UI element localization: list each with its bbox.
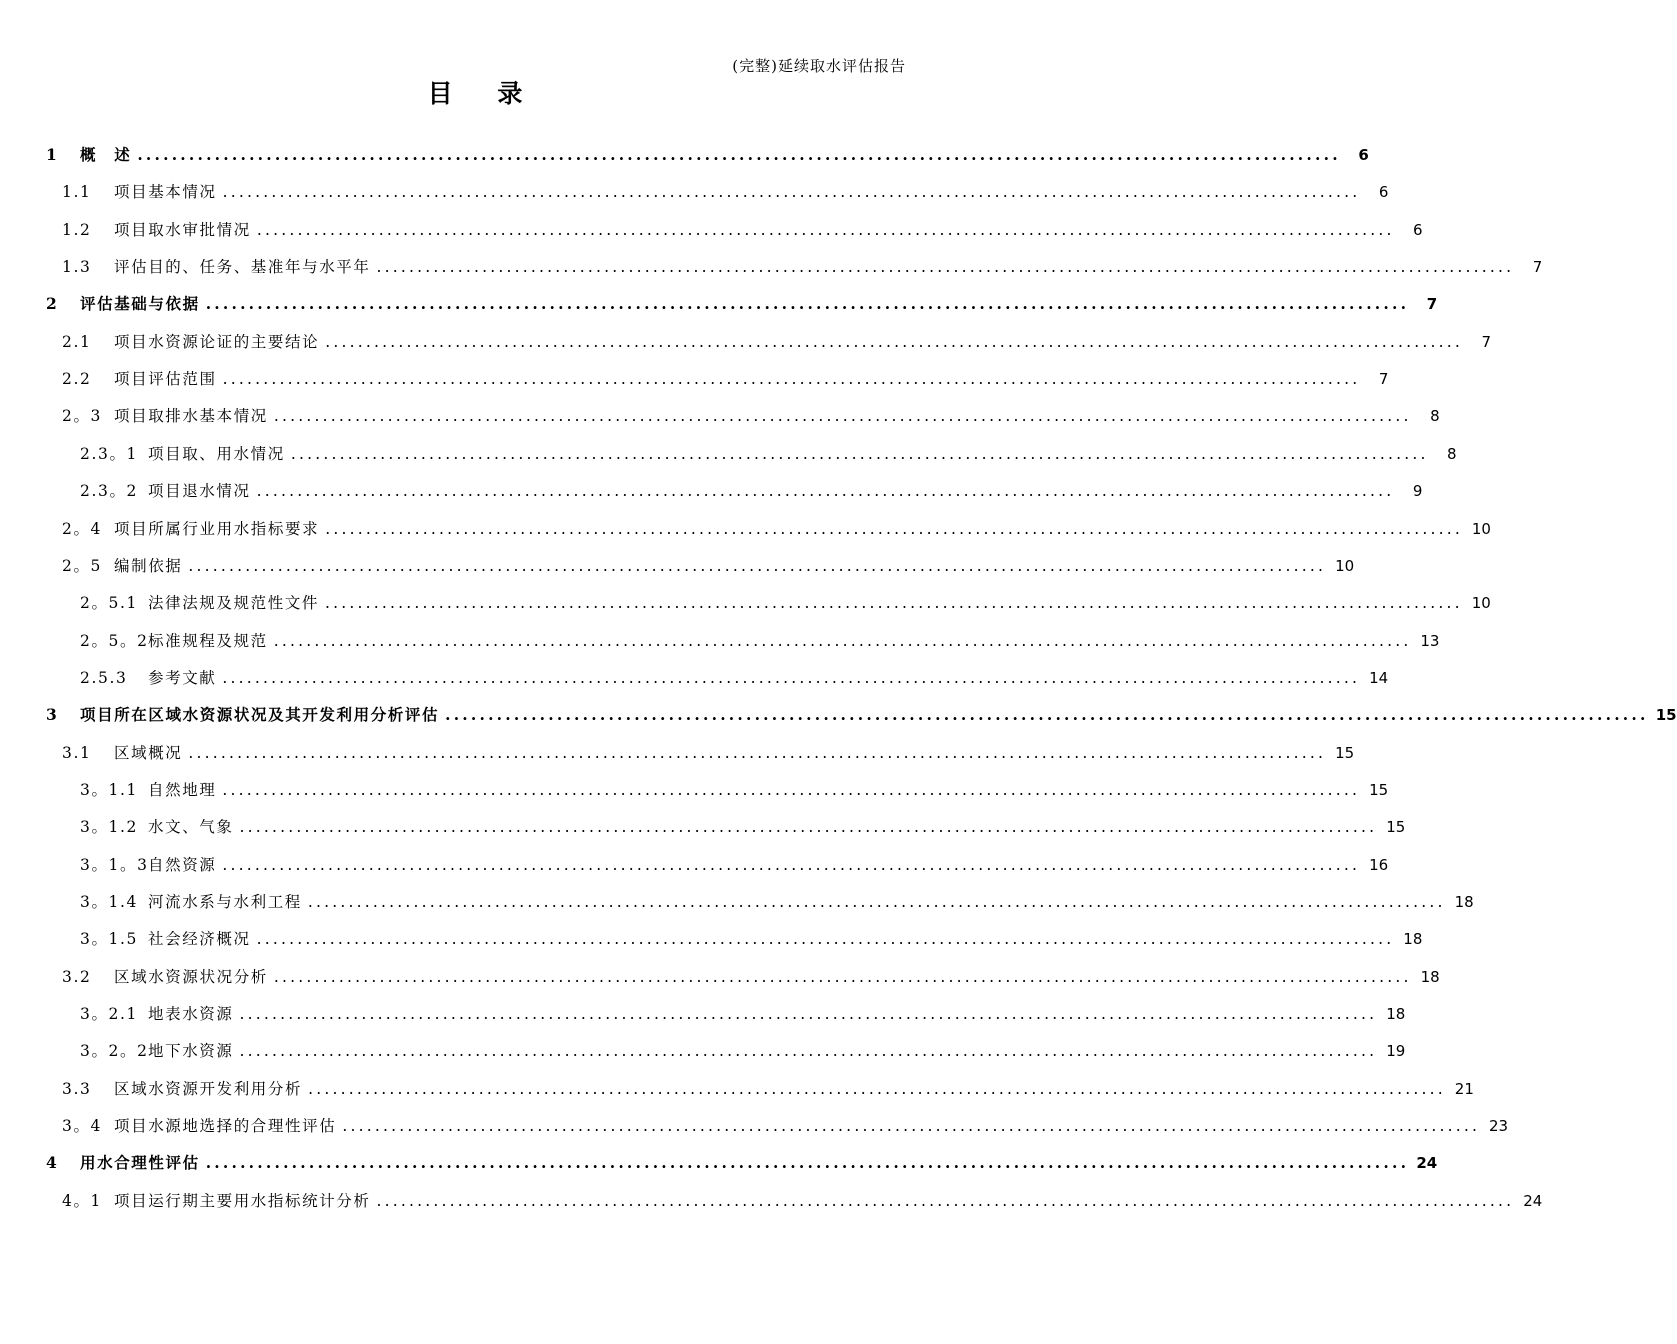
toc-leader-dots: ............................................................................................................................................: [308, 1080, 1446, 1098]
toc-leader-dots: ............................................................................................................................................: [188, 744, 1327, 762]
toc-entry-number: 2。5.1: [80, 594, 139, 612]
toc-entry[interactable]: [46, 292, 1438, 316]
toc-entry[interactable]: [62, 218, 1423, 242]
toc-entry-number: 3。4: [62, 1117, 103, 1135]
toc-entry-number: 2.3。2: [80, 482, 139, 500]
toc-entry-label: 区域水资源开发利用分析: [114, 1080, 303, 1098]
toc-entry-page-number: 7: [1426, 295, 1438, 313]
toc-entry[interactable]: [62, 255, 1543, 279]
toc-entry-number: 2.2: [62, 370, 92, 388]
toc-entry-number: 3: [46, 705, 59, 724]
toc-entry-label: 项目所在区域水资源状况及其开发利用分析评估: [80, 705, 440, 724]
toc-entry-label: 地下水资源: [148, 1042, 234, 1060]
toc-entry-page-number: 23: [1489, 1117, 1509, 1135]
toc-entry-page-number: 14: [1369, 669, 1389, 687]
toc-entry[interactable]: [80, 629, 1440, 653]
toc-entry[interactable]: [62, 1189, 1543, 1213]
toc-entry-number: 2: [46, 294, 59, 313]
toc-entry-number: 3。1。3: [80, 856, 149, 874]
toc-entry-number: 4: [46, 1153, 59, 1172]
toc-entry-page-number: 6: [1378, 183, 1389, 201]
toc-leader-dots: ............................................................................................................................................: [137, 145, 1341, 164]
toc-entry-page-number: 16: [1369, 856, 1389, 874]
title-char-2: 录: [497, 79, 523, 108]
toc-entry-label: 自然资源: [148, 856, 217, 874]
toc-entry-label: 参考文献: [148, 669, 217, 687]
toc-entry-label: 河流水系与水利工程: [148, 893, 302, 911]
toc-entry-label: 项目评估范围: [114, 370, 217, 388]
toc-leader-dots: ............................................................................................................................................: [239, 1005, 1378, 1023]
toc-entry[interactable]: [80, 442, 1457, 466]
toc-entry-label: 评估基础与依据: [80, 294, 200, 313]
toc-entry[interactable]: [62, 965, 1440, 989]
toc-entry-page-number: 18: [1403, 930, 1423, 948]
toc-entry-label: 项目水资源论证的主要结论: [114, 333, 320, 351]
toc-leader-dots: ............................................................................................................................................: [239, 1042, 1378, 1060]
toc-leader-dots: ............................................................................................................................................: [325, 333, 1463, 351]
toc-entry[interactable]: [62, 554, 1355, 578]
toc-entry-label: 项目所属行业用水指标要求: [114, 520, 320, 538]
toc-entry-number: 3。1.5: [80, 930, 139, 948]
toc-leader-dots: ............................................................................................................................................: [205, 1153, 1410, 1172]
toc-entry[interactable]: [80, 853, 1389, 877]
toc-entry-number: 3.2: [62, 968, 92, 986]
toc-entry[interactable]: [80, 778, 1389, 802]
toc-entry[interactable]: [62, 330, 1491, 354]
toc-entry-label: 项目退水情况: [148, 482, 251, 500]
toc-leader-dots: ............................................................................................................................................: [325, 594, 1463, 612]
toc-entry[interactable]: [62, 1114, 1509, 1138]
toc-entry[interactable]: [80, 927, 1423, 951]
toc-entry-number: 1.2: [62, 221, 92, 239]
toc-entry-page-number: 10: [1335, 557, 1355, 575]
toc-entry-number: 2.1: [62, 333, 92, 351]
toc-entry-number: 3.3: [62, 1080, 92, 1098]
toc-entry[interactable]: [80, 890, 1474, 914]
toc-entry-number: 3。1.1: [80, 781, 139, 799]
toc-leader-dots: ............................................................................................................................................: [256, 482, 1395, 500]
toc-entry[interactable]: [62, 517, 1491, 541]
toc-entry[interactable]: [62, 367, 1389, 391]
toc-leader-dots: ............................................................................................................................................: [205, 294, 1410, 313]
toc-entry[interactable]: [62, 180, 1389, 204]
toc-entry-page-number: 10: [1471, 520, 1491, 538]
toc-entry-label: 项目基本情况: [114, 183, 217, 201]
toc-leader-dots: ............................................................................................................................................: [445, 705, 1649, 724]
toc-entry-number: 3。2.1: [80, 1005, 139, 1023]
toc-entry-page-number: 24: [1523, 1192, 1543, 1210]
toc-entry-number: 3。2。2: [80, 1042, 149, 1060]
toc-entry-page-number: 19: [1386, 1042, 1406, 1060]
toc-entry[interactable]: [46, 703, 1677, 727]
toc-leader-dots: ............................................................................................................................................: [376, 258, 1515, 276]
toc-entry-number: 2.5.3: [80, 669, 128, 687]
toc-entry-number: 4。1: [62, 1192, 103, 1210]
toc-entry-number: 3。1.4: [80, 893, 139, 911]
toc-entry-number: 1.1: [62, 183, 92, 201]
toc-entry-page-number: 18: [1420, 968, 1440, 986]
toc-leader-dots: ............................................................................................................................................: [256, 930, 1395, 948]
toc-entry-page-number: 21: [1454, 1080, 1474, 1098]
toc-entry[interactable]: [80, 815, 1406, 839]
toc-entry[interactable]: [62, 1077, 1474, 1101]
toc-entry-page-number: 7: [1532, 258, 1543, 276]
toc-entry-label: 项目取排水基本情况: [114, 407, 268, 425]
toc-leader-dots: ............................................................................................................................................: [188, 557, 1327, 575]
toc-entry-number: 3.1: [62, 744, 92, 762]
toc-entry-page-number: 8: [1430, 407, 1440, 425]
toc-entry-page-number: 6: [1358, 146, 1369, 164]
toc-entry-page-number: 15: [1386, 818, 1406, 836]
toc-leader-dots: ............................................................................................................................................: [273, 968, 1412, 986]
toc-entry[interactable]: [80, 666, 1389, 690]
toc-leader-dots: ............................................................................................................................................: [239, 818, 1378, 836]
toc-leader-dots: ............................................................................................................................................: [222, 856, 1361, 874]
toc-leader-dots: ............................................................................................................................................: [273, 407, 1412, 425]
toc-entry-label: 区域概况: [114, 744, 183, 762]
toc-leader-dots: ............................................................................................................................................: [376, 1192, 1515, 1210]
toc-entry-number: 1: [46, 145, 59, 164]
toc-entry-label: 标准规程及规范: [148, 632, 268, 650]
toc-leader-dots: ............................................................................................................................................: [273, 632, 1412, 650]
toc-leader-dots: ............................................................................................................................................: [256, 221, 1395, 239]
toc-entry[interactable]: [62, 404, 1440, 428]
toc-entry-number: 2.3。1: [80, 445, 139, 463]
toc-entry-page-number: 10: [1471, 594, 1491, 612]
toc-entry-page-number: 15: [1655, 706, 1677, 724]
toc-leader-dots: ............................................................................................................................................: [222, 669, 1361, 687]
toc-entry[interactable]: [80, 591, 1491, 615]
toc-entry[interactable]: [80, 1039, 1406, 1063]
toc-entry-label: 自然地理: [148, 781, 217, 799]
toc-entry-page-number: 18: [1386, 1005, 1406, 1023]
toc-leader-dots: ............................................................................................................................................: [325, 520, 1463, 538]
toc-entry-number: 2。5。2: [80, 632, 149, 650]
toc-entry-label: 水文、气象: [148, 818, 234, 836]
toc-entry-label: 项目取水审批情况: [114, 221, 251, 239]
toc-entry-page-number: 8: [1447, 445, 1457, 463]
toc-entry[interactable]: [62, 741, 1355, 765]
toc-entry-label: 区域水资源状况分析: [114, 968, 268, 986]
toc-entry[interactable]: [46, 1151, 1438, 1175]
toc-entry-number: 3。1.2: [80, 818, 139, 836]
toc-entry-page-number: 7: [1378, 370, 1389, 388]
toc-leader-dots: ............................................................................................................................................: [290, 445, 1429, 463]
toc-entry-page-number: 6: [1413, 221, 1423, 239]
toc-entry[interactable]: [80, 1002, 1406, 1026]
toc-entry-page-number: 7: [1481, 333, 1491, 351]
toc-entry-page-number: 13: [1420, 632, 1440, 650]
toc-leader-dots: ............................................................................................................................................: [222, 183, 1361, 201]
toc-entry-page-number: 15: [1369, 781, 1389, 799]
toc-entry-number: 2。3: [62, 407, 103, 425]
toc-entry[interactable]: [80, 479, 1423, 503]
toc-entry-label: 项目水源地选择的合理性评估: [114, 1117, 337, 1135]
toc-entry-label: 评估目的、任务、基准年与水平年: [114, 258, 371, 276]
toc-entry-label: 编制依据: [114, 557, 183, 575]
toc-entry-label: 用水合理性评估: [80, 1153, 200, 1172]
toc-leader-dots: ............................................................................................................................................: [307, 893, 1446, 911]
title-char-1: 目: [427, 79, 453, 108]
page-header: (完整)延续取水评估报告: [732, 57, 906, 75]
toc-entry-label: 法律法规及规范性文件: [148, 594, 320, 612]
toc-entry-page-number: 18: [1454, 893, 1474, 911]
toc-entry-page-number: 15: [1335, 744, 1355, 762]
toc-entry-number: 2。4: [62, 520, 103, 538]
toc-entry-label: 项目取、用水情况: [148, 445, 285, 463]
toc-entry-label: 概 述: [80, 145, 132, 164]
toc-entry-label: 社会经济概况: [148, 930, 251, 948]
toc-entry-label: 项目运行期主要用水指标统计分析: [114, 1192, 371, 1210]
toc-entry-page-number: 24: [1416, 1154, 1438, 1172]
toc-leader-dots: ............................................................................................................................................: [342, 1117, 1481, 1135]
toc-entry[interactable]: [46, 143, 1369, 167]
toc-entry-label: 地表水资源: [148, 1005, 234, 1023]
toc-entry-page-number: 9: [1412, 482, 1423, 500]
toc-entry-number: 2。5: [62, 557, 103, 575]
toc-leader-dots: ............................................................................................................................................: [222, 781, 1361, 799]
toc-leader-dots: ............................................................................................................................................: [222, 370, 1361, 388]
toc-entry-number: 1.3: [62, 258, 92, 276]
